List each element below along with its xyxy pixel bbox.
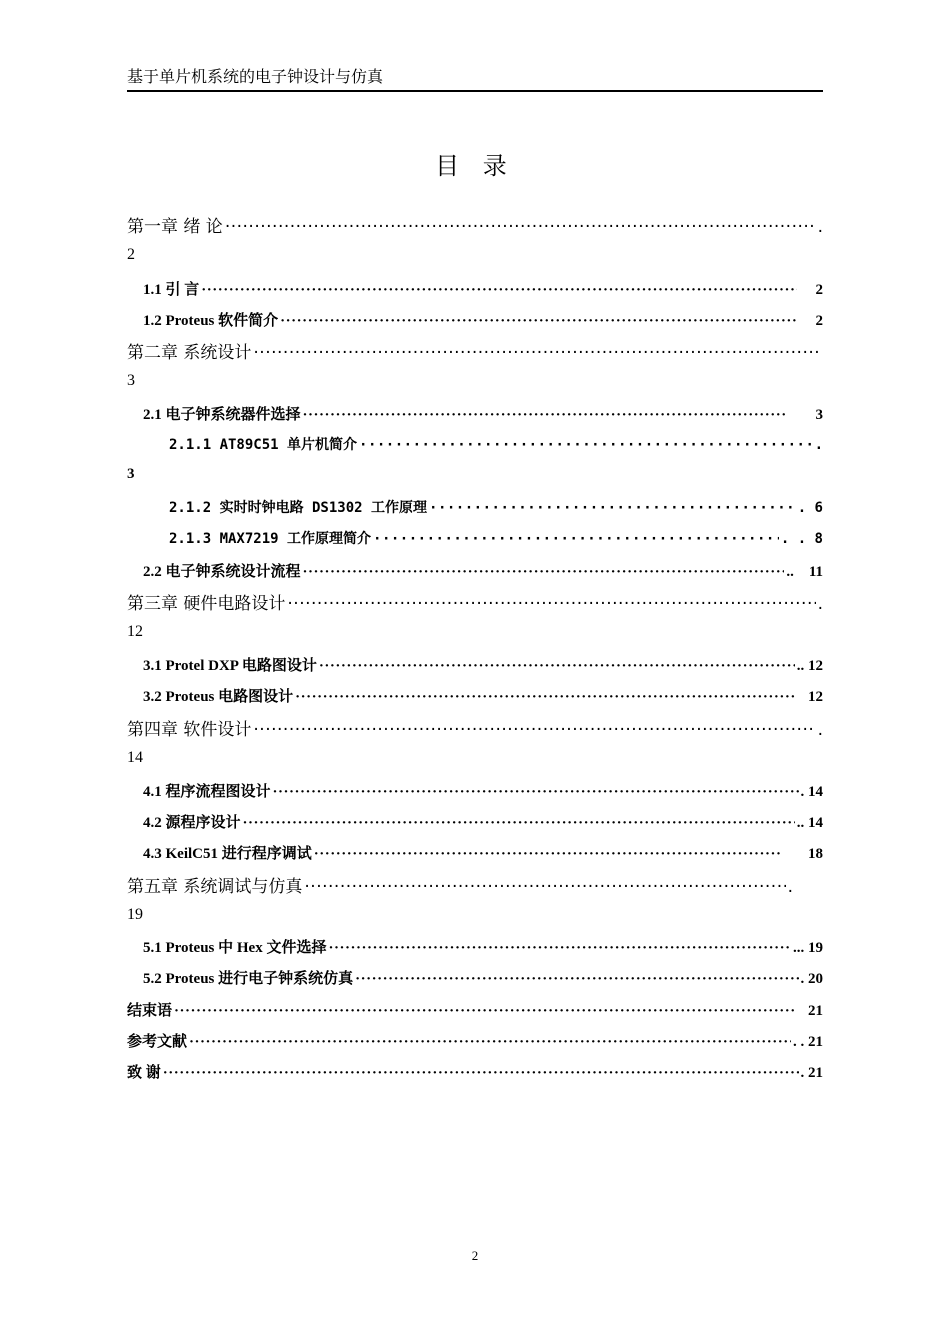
toc-entry-label: 1.2 Proteus 软件简介 bbox=[143, 313, 279, 329]
toc-entry-chapter-3[interactable] bbox=[127, 589, 823, 614]
toc-entry-page: . bbox=[817, 594, 823, 614]
leader-dots bbox=[295, 689, 797, 706]
toc-entry-label: 5.2 Proteus 进行电子钟系统仿真 bbox=[143, 971, 354, 987]
toc-entry-label: 第二章 系统设计 bbox=[127, 343, 252, 363]
toc-entry-section-2-2[interactable] bbox=[143, 560, 823, 581]
toc-entry-wrapped-page: 2 bbox=[127, 246, 135, 263]
toc-entry-wrapped-page: 3 bbox=[127, 466, 135, 482]
toc-entry-page: . bbox=[817, 720, 823, 740]
leader-dots bbox=[174, 1003, 797, 1020]
leader-dots bbox=[243, 815, 795, 832]
toc-entry-section-3-1[interactable] bbox=[143, 654, 823, 675]
toc-entry-page: . bbox=[787, 877, 793, 897]
toc-entry-page: 12 bbox=[808, 689, 823, 705]
toc-entry-section-1-1[interactable] bbox=[143, 278, 823, 299]
toc-entry-page: .. 14 bbox=[796, 815, 823, 831]
toc-entry-page: . bbox=[814, 437, 823, 453]
toc-entry-page: 2 bbox=[815, 282, 823, 298]
toc-entry-label: 2.1.1 AT89C51 单片机简介 bbox=[169, 437, 358, 453]
toc-entry-page: . 21 bbox=[800, 1065, 823, 1081]
leader-dots bbox=[304, 877, 785, 897]
toc-entry-page: . 20 bbox=[800, 971, 823, 987]
leader-dots bbox=[314, 846, 781, 863]
toc-entry-section-5-2[interactable] bbox=[143, 967, 823, 988]
toc-entry-chapter-5[interactable] bbox=[127, 872, 793, 897]
toc-entry-wrapped-page: 12 bbox=[127, 623, 143, 640]
toc-entry-section-2-1-2[interactable] bbox=[169, 497, 823, 517]
toc-entry-section-2-1-3[interactable] bbox=[169, 528, 823, 548]
running-header: 基于单片机系统的电子钟设计与仿真 bbox=[127, 66, 823, 92]
toc-entry-chapter-2[interactable] bbox=[127, 338, 823, 363]
toc-entry-section-1-2[interactable] bbox=[143, 309, 823, 330]
toc-entry-label: 结束语 bbox=[127, 1003, 173, 1019]
toc-entry-acknowledgements[interactable] bbox=[127, 1061, 823, 1082]
toc-entry-chapter-4[interactable] bbox=[127, 715, 823, 740]
toc-entry-label: 2.1.3 MAX7219 工作原理简介 bbox=[169, 531, 372, 547]
toc-entry-section-3-2[interactable] bbox=[143, 685, 823, 706]
toc-entry-references[interactable] bbox=[127, 1030, 823, 1051]
toc-entry-page: .. 12 bbox=[796, 658, 823, 674]
toc-entry-wrapped-page: 3 bbox=[127, 372, 135, 389]
toc-entry-label: 第五章 系统调试与仿真 bbox=[127, 877, 303, 897]
leader-dots bbox=[253, 343, 821, 363]
leader-dots bbox=[225, 217, 816, 237]
toc-entry-page: . . 8 bbox=[780, 531, 823, 547]
leader-dots bbox=[253, 720, 815, 740]
leader-dots bbox=[280, 313, 797, 330]
leader-dots bbox=[303, 564, 785, 581]
toc-entry-label: 致 谢 bbox=[127, 1065, 161, 1081]
toc-entry-label: 2.1.2 实时时钟电路 DS1302 工作原理 bbox=[169, 500, 428, 516]
leader-dots bbox=[303, 407, 787, 424]
toc-entry-page: 18 bbox=[808, 846, 823, 862]
toc-entry-section-4-2[interactable] bbox=[143, 811, 823, 832]
toc-entry-page: . . 21 bbox=[793, 1034, 823, 1050]
toc-entry-wrapped-page: 14 bbox=[127, 749, 143, 766]
toc-entry-page: 2 bbox=[815, 313, 823, 329]
leader-dots bbox=[287, 594, 815, 614]
toc-entry-label: 4.2 源程序设计 bbox=[143, 815, 241, 831]
toc-entry-chapter-1[interactable] bbox=[127, 212, 823, 237]
toc-entry-wrapped-page: 19 bbox=[127, 906, 143, 923]
leader-dots bbox=[429, 500, 796, 516]
toc-entry-section-4-3[interactable] bbox=[143, 842, 823, 863]
toc-entry-label: 3.1 Protel DXP 电路图设计 bbox=[143, 658, 317, 674]
toc-entry-page: 21 bbox=[808, 1003, 823, 1019]
toc-entry-section-5-1[interactable] bbox=[143, 936, 823, 957]
toc-entry-label: 2.2 电子钟系统设计流程 bbox=[143, 564, 301, 580]
page-number: 2 bbox=[471, 1248, 479, 1263]
leader-dots bbox=[189, 1034, 791, 1051]
leader-dots bbox=[273, 784, 799, 801]
toc-entry-page: . 6 bbox=[797, 500, 823, 516]
toc-entry-label: 参考文献 bbox=[127, 1034, 188, 1050]
toc-entry-page: .. 11 bbox=[786, 564, 823, 580]
toc-entry-conclusion[interactable] bbox=[127, 999, 823, 1020]
toc-entry-label: 4.3 KeilC51 进行程序调试 bbox=[143, 846, 312, 862]
toc-entry-page: . 14 bbox=[800, 784, 823, 800]
leader-dots bbox=[319, 658, 795, 675]
toc-entry-label: 3.2 Proteus 电路图设计 bbox=[143, 689, 294, 705]
toc-entry-label: 第一章 绪 论 bbox=[127, 217, 223, 237]
toc-entry-label: 2.1 电子钟系统器件选择 bbox=[143, 407, 301, 423]
leader-dots bbox=[355, 971, 798, 988]
toc-entry-page: . bbox=[817, 217, 823, 237]
leader-dots bbox=[201, 282, 797, 299]
toc-entry-section-2-1-1[interactable] bbox=[169, 434, 823, 454]
toc-entry-section-2-1[interactable] bbox=[143, 403, 823, 424]
toc-entry-page: ... 19 bbox=[793, 940, 823, 956]
toc-entry-label: 第四章 软件设计 bbox=[127, 720, 252, 740]
leader-dots bbox=[359, 437, 813, 453]
leader-dots bbox=[328, 940, 791, 957]
toc-entry-label: 1.1 引 言 bbox=[143, 282, 200, 298]
toc-title: 目 录 bbox=[435, 152, 515, 180]
leader-dots bbox=[163, 1065, 799, 1082]
toc-entry-label: 4.1 程序流程图设计 bbox=[143, 784, 271, 800]
leader-dots bbox=[373, 531, 779, 547]
toc-entry-label: 第三章 硬件电路设计 bbox=[127, 594, 286, 614]
toc-entry-section-4-1[interactable] bbox=[143, 780, 823, 801]
toc-entry-page: 3 bbox=[815, 407, 823, 423]
toc-entry-label: 5.1 Proteus 中 Hex 文件选择 bbox=[143, 940, 327, 956]
